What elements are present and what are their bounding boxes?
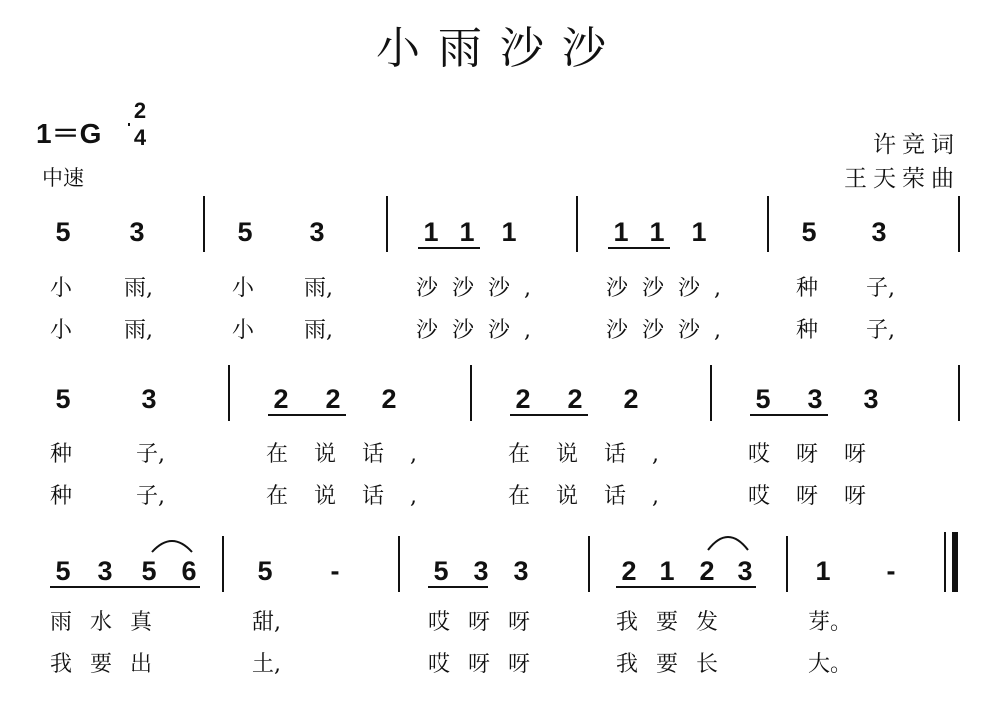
slur-mark: [706, 532, 750, 552]
note: 3: [97, 556, 113, 586]
eighth-beam: [268, 414, 346, 416]
bar-line: [786, 536, 788, 592]
bar-line: [222, 536, 224, 592]
lyric: 在说话,: [266, 484, 443, 509]
bar-line: [386, 196, 388, 252]
bar-line: [470, 365, 472, 421]
note: 3: [513, 556, 529, 586]
lyric: 雨水真: [50, 610, 171, 635]
lyric: 雨,: [124, 318, 153, 343]
note: 1: [691, 217, 707, 247]
lyricist-credit: 许竞词: [873, 132, 960, 158]
note: 1: [613, 217, 629, 247]
note: 2: [273, 384, 289, 414]
note: 5: [801, 217, 817, 247]
lyric: 子,: [136, 442, 165, 467]
lyric: 甜,: [252, 610, 281, 635]
lyric: 在说话,: [508, 484, 685, 509]
lyric: 沙沙沙,: [606, 318, 735, 343]
note: 3: [807, 384, 823, 414]
note: 5: [755, 384, 771, 414]
note: 2: [325, 384, 341, 414]
lyric: 在说话,: [508, 442, 685, 467]
lyric: 哎呀呀: [428, 652, 549, 677]
lyric: 小: [50, 276, 73, 301]
lyric: 我要发: [616, 610, 737, 635]
bar-line: [576, 196, 578, 252]
bar-line: [958, 196, 960, 252]
time-signature-top: 2: [133, 98, 147, 123]
lyric: 土,: [252, 652, 281, 677]
final-bar-line-thick: [952, 532, 958, 592]
note: 3: [737, 556, 753, 586]
note: 1: [423, 217, 439, 247]
bar-line: [958, 365, 960, 421]
tempo-marking: 中速: [42, 166, 84, 190]
note: 5: [55, 556, 71, 586]
lyric: 雨,: [304, 276, 333, 301]
lyric: 小: [232, 318, 255, 343]
time-signature-bottom: 4: [133, 125, 147, 150]
lyric: 子,: [866, 276, 895, 301]
lyric: 雨,: [124, 276, 153, 301]
time-signature: [128, 100, 152, 149]
eighth-beam: [750, 414, 828, 416]
lyric: 沙沙沙,: [606, 276, 735, 301]
eighth-beam: [418, 247, 480, 249]
lyric: 种: [50, 442, 73, 467]
lyric: 我要出: [50, 652, 171, 677]
note: 5: [237, 217, 253, 247]
lyric: 雨,: [304, 318, 333, 343]
note: 2: [699, 556, 715, 586]
note: 2: [623, 384, 639, 414]
lyric: 沙沙沙,: [416, 318, 545, 343]
lyric: 哎呀呀: [748, 442, 893, 467]
note: 3: [871, 217, 887, 247]
lyric: 哎呀呀: [748, 484, 893, 509]
lyric: 种: [796, 318, 819, 343]
bar-line: [228, 365, 230, 421]
slur-mark: [150, 536, 194, 554]
time-signature-line: [128, 123, 130, 126]
bar-line: [203, 196, 205, 252]
note: 2: [515, 384, 531, 414]
note: 1: [459, 217, 475, 247]
lyric: 小: [50, 318, 73, 343]
note: 3: [141, 384, 157, 414]
note: 3: [473, 556, 489, 586]
eighth-beam: [428, 586, 488, 588]
note: 6: [181, 556, 197, 586]
note: 5: [433, 556, 449, 586]
note: 2: [621, 556, 637, 586]
lyric: 我要长: [616, 652, 737, 677]
eighth-beam: [50, 586, 200, 588]
dash-extension: -: [330, 556, 340, 586]
bar-line: [398, 536, 400, 592]
lyric: 芽。: [808, 610, 853, 635]
note: 5: [55, 217, 71, 247]
bar-line: [710, 365, 712, 421]
note: 5: [141, 556, 157, 586]
note: 5: [55, 384, 71, 414]
bar-line: [767, 196, 769, 252]
note: 3: [129, 217, 145, 247]
note: 1: [501, 217, 517, 247]
lyric: 大。: [808, 652, 853, 677]
lyric: 在说话,: [266, 442, 443, 467]
eighth-beam: [608, 247, 670, 249]
note: 5: [257, 556, 273, 586]
song-title: 小雨沙沙: [376, 23, 624, 74]
composer-credit: 王天荣曲: [844, 166, 960, 192]
lyric: 小: [232, 276, 255, 301]
note: 1: [649, 217, 665, 247]
note: 3: [309, 217, 325, 247]
key-signature: 1＝G: [36, 118, 102, 149]
lyric: 沙沙沙,: [416, 276, 545, 301]
lyric: 哎呀呀: [428, 610, 549, 635]
eighth-beam: [616, 586, 756, 588]
note: 3: [863, 384, 879, 414]
lyric: 子,: [136, 484, 165, 509]
final-bar-line-thin: [944, 532, 946, 592]
lyric: 种: [796, 276, 819, 301]
note: 1: [815, 556, 831, 586]
lyric: 子,: [866, 318, 895, 343]
note: 2: [381, 384, 397, 414]
note: 1: [659, 556, 675, 586]
lyric: 种: [50, 484, 73, 509]
bar-line: [588, 536, 590, 592]
dash-extension: -: [886, 556, 896, 586]
eighth-beam: [510, 414, 588, 416]
note: 2: [567, 384, 583, 414]
